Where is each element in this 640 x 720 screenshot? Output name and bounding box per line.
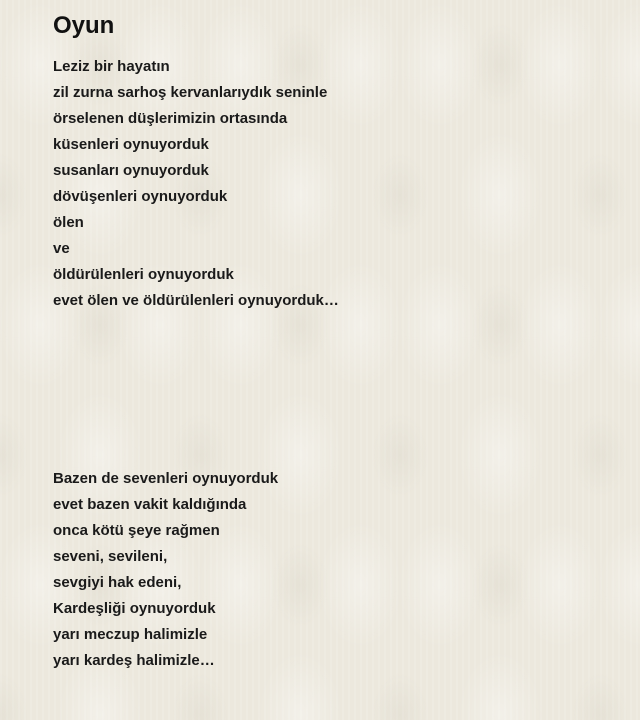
poem-line: Leziz bir hayatın [53,58,170,75]
poem-line: sevgiyi hak edeni, [53,574,182,591]
poem-line: Kardeşliği oynuyorduk [53,600,216,617]
poem-line: evet bazen vakit kaldığında [53,496,247,513]
stanza-spacer [53,314,613,466]
poem-line: susanları oynuyorduk [53,162,209,179]
poem-line: dövüşenleri oynuyorduk [53,188,228,205]
poem-line: yarı meczup halimizle [53,626,208,643]
poem-line: seveni, sevileni, [53,548,168,565]
poem-line: örselenen düşlerimizin ortasında [53,110,288,127]
poem-line: zil zurna sarhoş kervanlarıydık seninle [53,84,328,101]
poem-line: öldürülenleri oynuyorduk [53,266,234,283]
poem-line: onca kötü şeye rağmen [53,522,220,539]
stanza-1 [53,54,613,314]
poem-line: ölen [53,214,84,231]
poem-line: ve [53,240,70,257]
poem-line: evet ölen ve öldürülenleri oynuyorduk… [53,292,339,309]
poem-line: yarı kardeş halimizle… [53,652,215,669]
poem-line: küsenleri oynuyorduk [53,136,209,153]
poem-title: Oyun [53,12,115,39]
stanza-2 [53,466,613,674]
poem-container [53,10,613,674]
poem-line: Bazen de sevenleri oynuyorduk [53,470,279,487]
